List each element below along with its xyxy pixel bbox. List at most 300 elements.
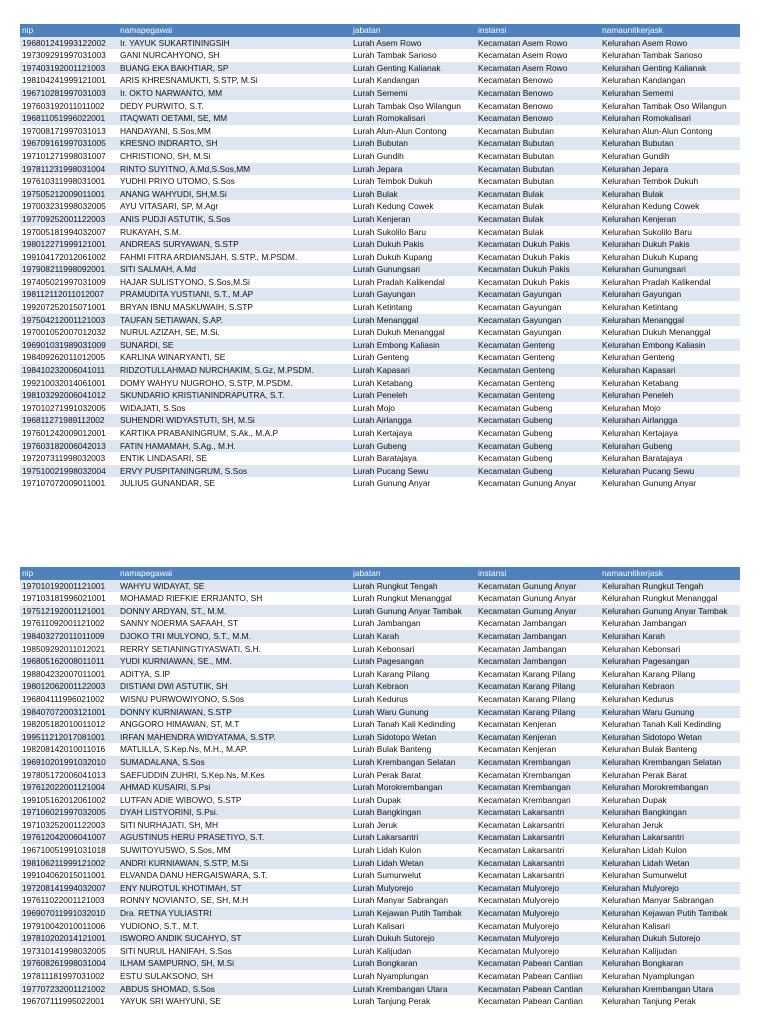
table-cell: Kelurahan Kejawan Putih Tambak — [602, 908, 728, 919]
table-cell: Lurah Mojo — [353, 402, 395, 413]
table-cell: Kecamatan Bubutan — [478, 150, 554, 161]
table-cell: Kelurahan Manyar Sabrangan — [602, 895, 714, 906]
table-cell: Lurah Kertajaya — [353, 428, 413, 438]
table-row — [20, 163, 740, 176]
table-row — [20, 643, 740, 656]
table-cell: Kelurahan Kandangan — [602, 75, 686, 86]
table-cell: Kelurahan Pucang Sewu — [602, 465, 695, 476]
table-cell: Lurah Morokrembangan — [353, 782, 443, 793]
table-row — [20, 693, 740, 706]
table-cell: 196910201991032010 — [22, 756, 106, 767]
table-cell: CHRISTIONO, SH, M.Si — [120, 150, 211, 161]
table-cell: YAYUK SRI WAHYUNI, SE — [120, 996, 221, 1007]
table-cell: Kelurahan Tambak Oso Wilangun — [602, 100, 727, 111]
table-cell: Kelurahan Dukuh Menanggal — [602, 327, 711, 338]
table-cell: 198112112011012007 — [22, 289, 104, 300]
table-row — [20, 945, 740, 958]
table-cell: Kecamatan Lakarsantri — [478, 819, 565, 830]
table-cell: Kelurahan Bulak Banteng — [602, 744, 697, 755]
table-row — [20, 617, 740, 630]
table-cell: Kecamatan Lakarsantri — [478, 857, 565, 868]
table-cell: TAUFAN SETIAWAN, S.AP. — [120, 314, 223, 325]
table-cell: MATLILLA, S.Kep.Ns, M.H., M.AP. — [120, 744, 248, 755]
table-cell: Kecamatan Mulyorejo — [478, 882, 559, 893]
table-cell: 196710281997031003 — [22, 87, 106, 98]
table-cell: Kelurahan Kalijudan — [602, 945, 677, 956]
table-cell: YUDIONO, S.T., M.T. — [120, 920, 199, 931]
table-row — [20, 37, 740, 50]
table-cell: Kecamatan Karang Pilang — [478, 681, 576, 692]
table-cell: 197103252001122003 — [22, 819, 106, 830]
table-cell: Lurah Gundih — [353, 150, 404, 161]
table-cell: Lurah Airlangga — [353, 415, 412, 426]
table-cell: Kelurahan Jeruk — [602, 819, 663, 830]
table-row — [20, 402, 740, 415]
table-row — [20, 137, 740, 150]
table-row — [20, 882, 740, 895]
table-cell: RERRY SETIANINGTIYASWATI, S.H. — [120, 643, 261, 654]
table-cell: Lurah Genting Kalianak — [353, 62, 441, 73]
table-cell: Kecamatan Bulak — [478, 188, 544, 199]
table-cell: Kecamatan Krembangan — [478, 782, 571, 793]
table-cell: 198106211999121002 — [22, 857, 106, 868]
table-cell: 199210032014061001 — [22, 377, 106, 388]
table-cell: Lurah Jeruk — [353, 819, 398, 830]
table-cell: Kelurahan Asem Rowo — [602, 37, 688, 48]
table-row — [20, 794, 740, 807]
table-cell: LUTFAN ADIE WIBOWO, S.STP — [120, 794, 242, 805]
table-row — [20, 427, 740, 440]
table-cell: Kecamatan Mulyorejo — [478, 945, 559, 956]
employee-table-1 — [20, 24, 740, 490]
table-cell: Lurah Gunung Anyar Tambak — [353, 605, 462, 616]
table-row — [20, 894, 740, 907]
table-cell: 197810202014121001 — [22, 933, 106, 944]
table-cell: Kecamatan Mulyorejo — [478, 920, 559, 931]
table-cell: Kelurahan Gunung Anyar — [602, 478, 697, 489]
table-row — [20, 251, 740, 264]
table-cell: Kecamatan Pabean Cantian — [478, 958, 583, 969]
table-cell: AYU VITASARI, SP, M.Agr — [120, 201, 219, 212]
table-cell: Lurah Pradah Kalikendal — [353, 276, 445, 287]
table-cell: Ir. YAYUK SUKARTININGSIH — [120, 37, 230, 48]
table-cell: 197512192001121001 — [22, 605, 106, 616]
table-cell: Kelurahan Kenjeran — [602, 213, 677, 224]
table-cell: Kecamatan Asem Rowo — [478, 37, 568, 48]
table-cell: Kelurahan Kebonsari — [602, 643, 681, 654]
table-cell: Kelurahan Peneleh — [602, 390, 674, 401]
column-header: nip — [22, 568, 34, 578]
table-row — [20, 957, 740, 970]
column-header: namapegawai — [120, 25, 173, 35]
table-row — [20, 200, 740, 213]
table-cell: Kelurahan Lakarsantri — [602, 832, 684, 843]
table-row — [20, 125, 740, 138]
table-cell: Lurah Mulyorejo — [353, 882, 414, 893]
table-cell: SITI SALMAH, A.Md — [120, 264, 196, 275]
table-row — [20, 983, 740, 996]
table-cell: Lurah Bubutan — [353, 138, 408, 149]
table-cell: Kelurahan Sumurwelut — [602, 870, 687, 881]
table-row — [20, 781, 740, 794]
table-cell: RINTO SUYITNO, A.Md,S.Sos,MM — [120, 163, 251, 174]
table-cell: ANDREAS SURYAWAN, S.STP — [120, 239, 239, 250]
table-cell: Kelurahan Ketabang — [602, 377, 679, 388]
table-cell: KARLINA WINARYANTI, SE — [120, 352, 226, 363]
table-cell: Kelurahan Pradah Kalikendal — [602, 276, 711, 287]
table-cell: Kecamatan Gayungan — [478, 289, 562, 300]
table-cell: 197908211998092001 — [22, 264, 106, 275]
table-cell: Kelurahan Genting Kalianak — [602, 62, 707, 73]
table-cell: Kelurahan Lidah Wetan — [602, 857, 690, 868]
table-cell: Kelurahan Lidah Kulon — [602, 845, 687, 856]
table-cell: SKUNDARIO KRISTIANINDRAPUTRA, S.T. — [120, 390, 285, 401]
table-row — [20, 175, 740, 188]
table-cell: Kelurahan Krembangan Selatan — [602, 756, 722, 767]
table-cell: 197611092001121002 — [22, 618, 105, 629]
table-cell: 197005181994032007 — [22, 226, 106, 237]
table-cell: WIDAJATI, S.Sos — [120, 402, 186, 413]
table-cell: 199105162012061002 — [22, 794, 106, 805]
table-cell: ISWORO ANDIK SUCAHYO, ST — [120, 933, 242, 944]
table-cell: GANI NURCAHYONO, SH — [120, 50, 220, 61]
table-cell: Kecamatan Benowo — [478, 87, 553, 98]
table-cell: Dra. RETNA YULIASTRI — [120, 908, 212, 919]
table-cell: Kecamatan Benowo — [478, 75, 553, 86]
employee-table-2 — [20, 567, 740, 1008]
table-cell: DYAH LISTYORINI, S.Psi. — [120, 807, 219, 818]
table-cell: ILHAM SAMPURNO, SH, M.Si — [120, 958, 235, 969]
table-row — [20, 932, 740, 945]
table-cell: Lurah Dukuh Sutorejo — [353, 933, 435, 944]
table-cell: 197608261998031004 — [22, 958, 106, 969]
table-cell: 197106021997032005 — [22, 807, 106, 818]
table-cell: ARIS KHRESNAMUKTI, S.STP, M.Si — [120, 75, 258, 86]
table-cell: ERVY PUSPITANINGRUM, S.Sos — [120, 465, 248, 476]
table-cell: Kecamatan Gunung Anyar — [478, 478, 577, 489]
table-cell: Kelurahan Tembok Dukuh — [602, 176, 699, 187]
table-row — [20, 869, 740, 882]
table-cell: Lurah Perak Barat — [353, 769, 421, 780]
table-cell: 197805172006041013 — [22, 769, 106, 780]
table-cell: SITI NURHAJATI, SH, MH — [120, 819, 219, 830]
table-cell: 197611022001121003 — [22, 895, 105, 906]
table-cell: Lurah Kedurus — [353, 693, 408, 704]
table-cell: Lurah Ketabang — [353, 377, 413, 388]
table-cell: Lurah Karah — [353, 630, 400, 641]
table-cell: ANIS PUDJI ASTUTIK, S.Sos — [120, 213, 231, 224]
table-cell: 196811051996022001 — [22, 113, 106, 124]
table-cell: Kecamatan Gayungan — [478, 327, 562, 338]
table-cell: Kelurahan Dukuh Pakis — [602, 239, 690, 250]
table-cell: WAHYU WIDAYAT, SE — [120, 580, 205, 591]
table-cell: Kelurahan Embong Kaliasin — [602, 339, 706, 350]
table-cell: Kecamatan Genteng — [478, 339, 555, 350]
table-cell: Lurah Jambangan — [353, 618, 421, 629]
table-cell: Lurah Tanjung Perak — [353, 996, 431, 1007]
table-cell: Lurah Rungkut Tengah — [353, 580, 438, 591]
table-cell: 197504212001121003 — [22, 314, 106, 325]
table-cell: Ir. OKTO NARWANTO, MM — [120, 87, 223, 98]
table-row — [20, 605, 740, 618]
column-header: jabatan — [353, 25, 381, 35]
table-cell: FATIN HAMAMAH, S.Ag., M.H. — [120, 440, 236, 451]
table-cell: Kelurahan Mojo — [602, 402, 661, 413]
table-cell: Kecamatan Pabean Cantian — [478, 983, 583, 994]
table-cell: 197001052007012032 — [22, 327, 106, 338]
table-cell: BUANG EKA BAKHTIAR, SP — [120, 62, 229, 73]
table-cell: Kecamatan Pabean Cantian — [478, 971, 583, 981]
table-cell: Kelurahan Tambak Sarioso — [602, 50, 703, 61]
table-row — [20, 655, 740, 668]
table-cell: DJOKO TRI MULYONO, S.T., M.M. — [120, 630, 251, 641]
table-cell: ABDUS SHOMAD, S.Sos — [120, 983, 215, 994]
table-row — [20, 718, 740, 731]
table-cell: KRESNO INDRARTO, SH — [120, 138, 218, 149]
table-row — [20, 731, 740, 744]
table-cell: SANNY NOERMA SAFAAH, ST — [120, 618, 239, 629]
table-cell: Kelurahan Jambangan — [602, 618, 687, 629]
table-cell: Lurah Pucang Sewu — [353, 465, 429, 476]
table-row — [20, 819, 740, 832]
table-cell: Kecamatan Genteng — [478, 390, 555, 401]
table-cell: YUDHI PRIYO UTOMO, S.Sos — [120, 176, 235, 187]
table-cell: Kelurahan Perak Barat — [602, 769, 687, 780]
table-cell: Kelurahan Jepara — [602, 163, 669, 174]
table-cell: Lurah Gubeng — [353, 440, 407, 451]
table-cell: Kelurahan Dukuh Kupang — [602, 251, 698, 262]
table-cell: Kecamatan Dukuh Pakis — [478, 276, 570, 287]
column-header: namapegawai — [120, 568, 173, 578]
table-cell: ESTU SULAKSONO, SH — [120, 971, 214, 981]
table-cell: Kecamatan Gunung Anyar — [478, 593, 577, 604]
table-cell: Lurah Gayungan — [353, 289, 416, 300]
table-cell: ADITYA, S.IP — [120, 668, 171, 679]
table-cell: Lurah Kapasari — [353, 365, 410, 376]
table-cell: 199207252015071001 — [22, 302, 106, 313]
table-cell: Lurah Tambak Oso Wilangun — [353, 100, 461, 111]
table-cell: Kelurahan Morokrembangan — [602, 782, 709, 793]
table-cell: Kecamatan Gubeng — [478, 453, 553, 464]
table-cell: Kecamatan Genteng — [478, 365, 555, 376]
table-row — [20, 150, 740, 163]
table-cell: Lurah Jepara — [353, 163, 403, 174]
table-cell: Lurah Dupak — [353, 794, 401, 805]
table-cell: Kelurahan Rungkut Tengah — [602, 580, 704, 591]
table-row — [20, 288, 740, 301]
table-cell: Lurah Embong Kaliasin — [353, 339, 440, 350]
table-cell: Lurah Rungkut Menanggal — [353, 593, 452, 604]
table-cell: KARTIKA PRABANINGRUM, S.Ak., M.A.P — [120, 428, 279, 438]
table-cell: Kelurahan Sidotopo Wetan — [602, 731, 702, 742]
table-cell: 199104172012061002 — [22, 251, 106, 262]
table-row — [20, 668, 740, 681]
table-cell: Kelurahan Nyamplungan — [602, 971, 695, 981]
table-row — [20, 301, 740, 314]
table-cell: Kecamatan Kenjeran — [478, 731, 557, 742]
table-cell: 197405021997031009 — [22, 276, 106, 287]
table-cell: NURUL AZIZAH, SE, M.Si. — [120, 327, 220, 338]
table-cell: 198208142010011016 — [22, 744, 106, 755]
table-cell: MOHAMAD RIEFKIE ERRJANTO, SH — [120, 593, 263, 604]
table-header-row — [20, 24, 740, 37]
table-cell: FAHMI FITRA ARDIANSJAH, S.STP., M.PSDM. — [120, 251, 298, 262]
table-cell: Kecamatan Karang Pilang — [478, 668, 576, 679]
table-row — [20, 769, 740, 782]
table-cell: Kecamatan Kenjeran — [478, 744, 557, 755]
table-cell: Kecamatan Krembangan — [478, 794, 571, 805]
table-cell: RONNY NOVIANTO, SE, SH, M.H — [120, 895, 249, 906]
table-cell: AGUSTINUS HERU PRASETIYO, S.T. — [120, 832, 265, 843]
table-cell: Lurah Tembok Dukuh — [353, 176, 433, 187]
table-row — [20, 907, 740, 920]
table-cell: Kelurahan Pagesangan — [602, 656, 690, 667]
table-cell: Lurah Peneleh — [353, 390, 408, 401]
table-row — [20, 238, 740, 251]
table-cell: 196805162008011011 — [22, 656, 105, 667]
table-cell: Kecamatan Gubeng — [478, 440, 553, 451]
table-cell: Kecamatan Genteng — [478, 377, 555, 388]
table-row — [20, 339, 740, 352]
table-cell: Lurah Kandangan — [353, 75, 420, 86]
table-cell: 196804111996021002 — [22, 693, 105, 704]
table-cell: 196710051991031018 — [22, 845, 106, 856]
table-cell: Kecamatan Asem Rowo — [478, 50, 568, 61]
table-cell: 199104062015011001 — [22, 870, 106, 881]
table-cell: Kelurahan Romokalisari — [602, 113, 691, 124]
table-cell: 198409262011012005 — [22, 352, 106, 363]
table-header-row — [20, 567, 740, 580]
table-cell: Kecamatan Bulak — [478, 201, 544, 212]
table-cell: IRFAN MAHENDRA WIDYATAMA, S.STP. — [120, 731, 276, 742]
table-cell: Lurah Kedung Cowek — [353, 201, 434, 212]
table-row — [20, 49, 740, 62]
table-cell: Kelurahan Waru Gunung — [602, 706, 695, 717]
table-cell: Lurah Genteng — [353, 352, 409, 363]
table-row — [20, 743, 740, 756]
table-row — [20, 188, 740, 201]
table-cell: Kelurahan Kedurus — [602, 693, 674, 704]
table-cell: 198804232007011001 — [22, 668, 106, 679]
table-cell: Kelurahan Genteng — [602, 352, 675, 363]
table-cell: Kecamatan Bulak — [478, 226, 544, 237]
table-cell: 196907011991032010 — [22, 908, 106, 919]
table-cell: Kecamatan Lakarsantri — [478, 832, 565, 843]
table-cell: Kelurahan Kalisari — [602, 920, 670, 931]
table-cell: Lurah Bulak Banteng — [353, 744, 432, 755]
table-cell: 198403272011011009 — [22, 630, 105, 641]
table-cell: Kecamatan Lakarsantri — [478, 807, 565, 818]
table-cell: 197601242009012001 — [22, 428, 106, 438]
table-cell: Kelurahan Menanggal — [602, 314, 684, 325]
table-cell: 197309291997031003 — [22, 50, 106, 61]
table-cell: 198205182010011012 — [22, 719, 106, 730]
table-cell: Kecamatan Benowo — [478, 113, 553, 124]
table-cell: Lurah Pagesangan — [353, 656, 424, 667]
table-cell: RIDZOTULLAHMAD NURCHAKIM, S.Gz, M.PSDM. — [120, 365, 314, 376]
table-cell: Kecamatan Dukuh Pakis — [478, 239, 570, 250]
table-cell: ANDRI KURNIAWAN, S.STP, M.Si — [120, 857, 249, 868]
table-cell: HAJAR SULISTYONO, S.Sos,M.Si — [120, 276, 250, 287]
table-cell: Kecamatan Gunung Anyar — [478, 580, 577, 591]
table-cell: ANANG WAHYUDI, SH,M.Si — [120, 188, 227, 199]
table-cell: Kecamatan Gunung Anyar — [478, 605, 577, 616]
table-row — [20, 364, 740, 377]
table-cell: Kelurahan Kertajaya — [602, 428, 678, 438]
table-cell: Kecamatan Bubutan — [478, 138, 554, 149]
table-cell: Kecamatan Pabean Cantian — [478, 996, 583, 1007]
table-cell: Kelurahan Bangkingan — [602, 807, 687, 818]
table-row — [20, 100, 740, 113]
table-cell: Lurah Krembangan Selatan — [353, 756, 456, 767]
table-cell: HANDAYANI, S.Sos,MM — [120, 125, 211, 136]
table-cell: 197603182006042013 — [22, 440, 106, 451]
table-cell: Kelurahan Dupak — [602, 794, 667, 805]
table-cell: 197811231998031004 — [22, 163, 106, 174]
table-cell: 197107072009011001 — [22, 478, 106, 489]
table-cell: Lurah Kalisari — [353, 920, 405, 931]
table-cell: 197208141994032007 — [22, 882, 106, 893]
table-row — [20, 920, 740, 933]
table-cell: Lurah Dukuh Menanggal — [353, 327, 445, 338]
table-cell: SUWITOYUSWO, S.Sos, MM — [120, 845, 231, 856]
table-cell: Kecamatan Jambangan — [478, 643, 567, 654]
column-header: instansi — [478, 568, 507, 578]
table-cell: Lurah Sumurwelut — [353, 870, 421, 881]
table-cell: Kecamatan Bulak — [478, 213, 544, 224]
table-cell: DISTIANI DWI ASTUTIK, SH — [120, 681, 228, 692]
table-cell: Lurah Waru Gunung — [353, 706, 429, 717]
table-cell: SUMADALANA, S.Sos — [120, 756, 205, 767]
table-cell: Lurah Bangkingan — [353, 807, 421, 818]
table-cell: Kelurahan Sukolilo Baru — [602, 226, 692, 237]
table-cell: 198103292006041012 — [22, 390, 106, 401]
table-cell: ENY NUROTUL KHOTIMAH, ST — [120, 882, 242, 893]
table-cell: Lurah Kejawan Putih Tambak — [353, 908, 462, 919]
table-cell: Lurah Romokalisari — [353, 113, 426, 124]
table-cell: Kelurahan Airlangga — [602, 415, 678, 426]
table-cell: Lurah Lidah Kulon — [353, 845, 421, 856]
table-cell: SUNARDI, SE — [120, 339, 174, 350]
table-row — [20, 213, 740, 226]
table-cell: DEDY PURWITO, S.T. — [120, 100, 204, 111]
table-row — [20, 440, 740, 453]
table-cell: 197003231998032005 — [22, 201, 106, 212]
table-cell: Kecamatan Jambangan — [478, 618, 567, 629]
table-cell: Kecamatan Lakarsantri — [478, 870, 565, 881]
table-row — [20, 314, 740, 327]
table-row — [20, 970, 740, 983]
table-cell: Lurah Tambak Sarioso — [353, 50, 437, 61]
table-cell: 198509292011012021 — [22, 643, 106, 654]
table-cell: Kecamatan Genteng — [478, 352, 555, 363]
table-cell: 197010271991032005 — [22, 402, 106, 413]
table-cell: YUDI KURNIAWAN, SE., MM. — [120, 656, 232, 667]
table-cell: Lurah Gunung Anyar — [353, 478, 431, 489]
table-cell: 197910042010011006 — [22, 920, 106, 931]
table-cell: Kelurahan Bongkaran — [602, 958, 684, 969]
table-row — [20, 592, 740, 605]
table-cell: 197103181996021001 — [22, 593, 106, 604]
table-cell: JULIUS GUNANDAR, SE — [120, 478, 215, 489]
table-cell: Lurah Karang Pilang — [353, 668, 430, 679]
table-cell: Lurah Tanah Kali Kedinding — [353, 719, 456, 730]
table-cell: RUKAYAH, S.M. — [120, 226, 182, 237]
table-row — [20, 680, 740, 693]
table-cell: Lurah Sukolilo Baru — [353, 226, 427, 237]
table-cell: 196707111995022001 — [22, 996, 105, 1007]
table-cell: Kelurahan Gundih — [602, 150, 670, 161]
